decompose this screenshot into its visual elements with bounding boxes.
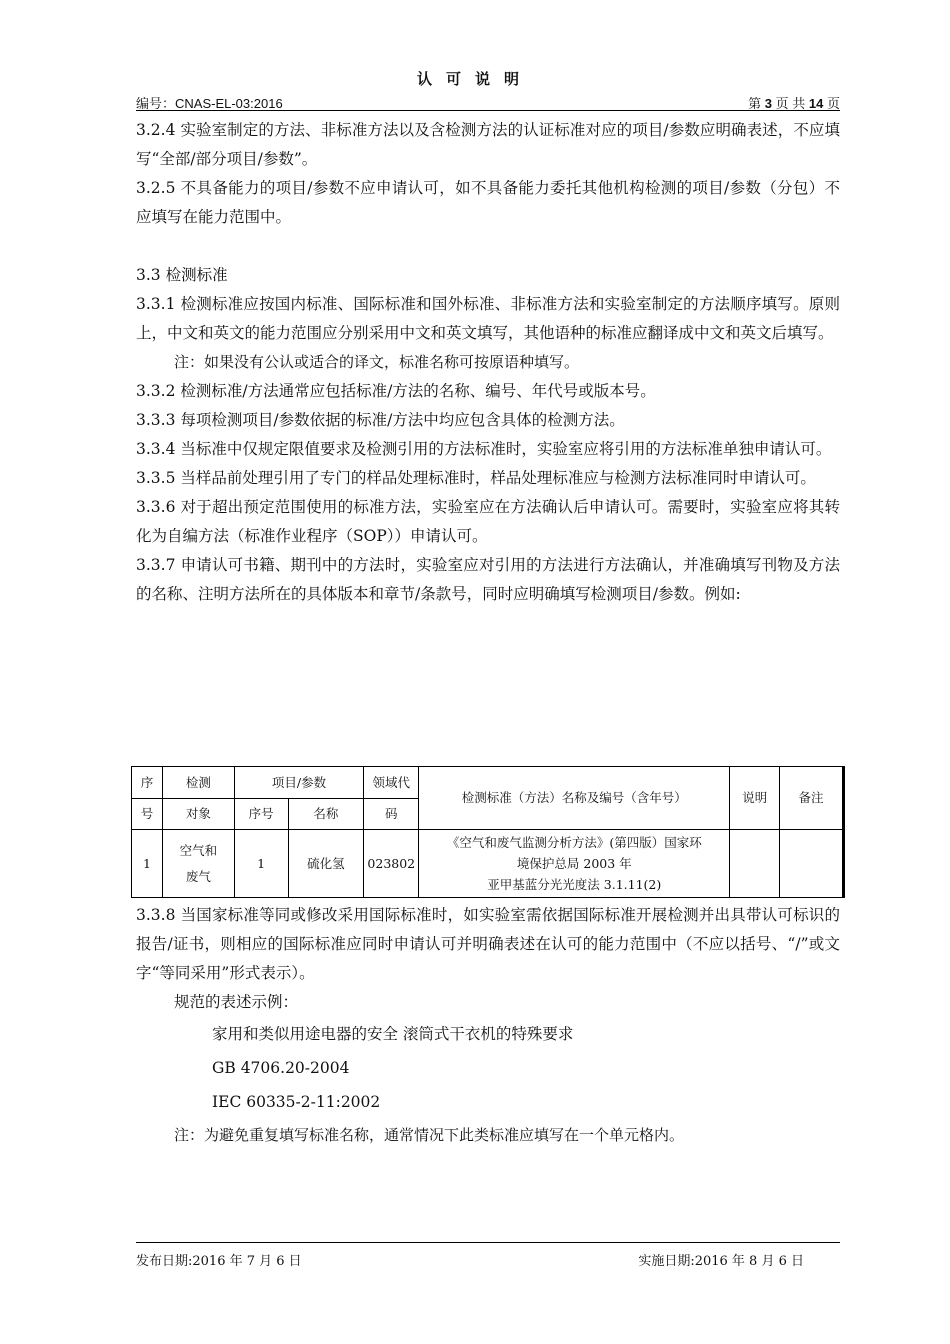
clause-3-3-5: 3.3.5 当样品前处理引用了专门的样品处理标准时，样品处理标准应与检测方法标准同时申请认可。 (136, 469, 816, 487)
cell-domain-code: 023802 (364, 830, 419, 898)
cell-item-seq: 1 (234, 830, 288, 898)
clause-3-3-3: 3.3.3 每项检测项目/参数依据的标准/方法中均应包含具体的检测方法。 (136, 411, 625, 429)
clause-3-3-2: 3.3.2 检测标准/方法通常应包括标准/方法的名称、编号、年代号或版本号。 (136, 382, 656, 400)
publish-date: 发布日期:2016 年 7 月 6 日 (136, 1254, 302, 1269)
clause-3-3-8: 3.3.8 当国家标准等同或修改采用国际标准时，如实验室需依据国际标准开展检测并出具带认可标识的报告/证书，则相应的国际标准应同时申请认可并明确表述在认可的能力范围中（不应以括号、“/”或文字“等同采用”形式表示）。 (136, 906, 840, 982)
note-translation: 注：如果没有公认或适合的译文，标准名称可按原语种填写。 (174, 353, 580, 371)
page-current: 3 (764, 96, 773, 111)
clause-3-2-5: 3.2.5 不具备能力的项目/参数不应申请认可，如不具备能力委托其他机构检测的项目/参数（分包）不应填写在能力范围中。 (136, 179, 840, 226)
cell-standard-line3: 亚甲基蓝分光光度法 3.1.11(2) (487, 877, 662, 892)
table-row (132, 830, 844, 898)
example-iec-number: IEC 60335-2-11:2002 (212, 1093, 381, 1111)
note-single-cell: 注：为避免重复填写标准名称，通常情况下此类标准应填写在一个单元格内。 (174, 1126, 685, 1144)
clause-3-3-7: 3.3.7 申请认可书籍、期刊中的方法时，实验室应对引用的方法进行方法确认，并准确填写刊物及方法的名称、注明方法所在的具体版本和章节/条款号，同时应明确填写检测项目/参数。例如: (136, 556, 840, 603)
cell-remark (780, 830, 844, 898)
example-title: 家用和类似用途电器的安全 滚筒式干衣机的特殊要求 (212, 1025, 574, 1043)
document-title: 认可说明 (416, 70, 533, 88)
example-standard-table (131, 766, 845, 898)
document-body (136, 116, 840, 609)
page-total: 14 (808, 96, 824, 111)
page-label-post: 页 (826, 96, 840, 111)
header-item-seq: 序号 (234, 799, 288, 830)
header-seq-bottom: 号 (132, 799, 163, 830)
header-object-top: 检测 (162, 767, 234, 799)
header-remark: 备注 (780, 767, 844, 830)
header-standard: 检测标准（方法）名称及编号（含年号） (419, 767, 730, 830)
document-body-continued (136, 901, 840, 1151)
cell-item-name: 硫化氢 (288, 830, 364, 898)
document-number: 编号：CNAS-EL-03:2016 (136, 96, 283, 111)
clause-3-3-1: 3.3.1 检测标准应按国内标准、国际标准和国外标准、非标准方法和实验室制定的方法顺序填写。原则上，中文和英文的能力范围应分别采用中文和英文填写，其他语种的标准应翻译成中文和英文后填写。 (136, 295, 840, 342)
cell-standard-line1: 《空气和废气监测分析方法》(第四版）国家环 (446, 835, 702, 850)
header-rule (136, 110, 840, 111)
example-gb-number: GB 4706.20-2004 (212, 1059, 350, 1077)
cell-standard (419, 830, 730, 898)
header-domain-bottom: 码 (364, 799, 419, 830)
cell-standard-line2: 境保护总局 2003 年 (516, 856, 632, 871)
cell-object-line2: 废气 (185, 868, 211, 884)
effective-date: 实施日期:2016 年 8 月 6 日 (638, 1254, 804, 1269)
header-row (136, 92, 840, 110)
clause-3-3-6: 3.3.6 对于超出预定范围使用的标准方法，实验室应在方法确认后申请认可。需要时，实验室应将其转化为自编方法（标准作业程序（SOP））申请认可。 (136, 498, 840, 545)
footer-rule (136, 1242, 840, 1243)
section-heading-3-3: 3.3 检测标准 (136, 266, 228, 284)
cell-explain (730, 830, 780, 898)
clause-3-3-4: 3.3.4 当标准中仅规定限值要求及检测引用的方法标准时，实验室应将引用的方法标准单独申请认可。 (136, 440, 832, 458)
cell-object-line1: 空气和 (179, 842, 218, 858)
page-label-pre: 第 (748, 96, 762, 111)
header-object-bottom: 对象 (162, 799, 234, 830)
clause-3-2-4: 3.2.4 实验室制定的方法、非标准方法以及含检测方法的认证标准对应的项目/参数应明确表述，不应填写“全部/部分项目/参数”。 (136, 121, 840, 168)
header-explain: 说明 (730, 767, 780, 830)
cell-seq: 1 (132, 830, 163, 898)
header-item-param: 项目/参数 (234, 767, 364, 799)
cell-object (162, 830, 234, 898)
header-seq-top: 序 (132, 767, 163, 799)
page-label-mid: 页 共 (775, 96, 806, 111)
header-domain-top: 领域代 (364, 767, 419, 799)
header-item-name: 名称 (288, 799, 364, 830)
example-intro: 规范的表述示例： (174, 993, 299, 1011)
